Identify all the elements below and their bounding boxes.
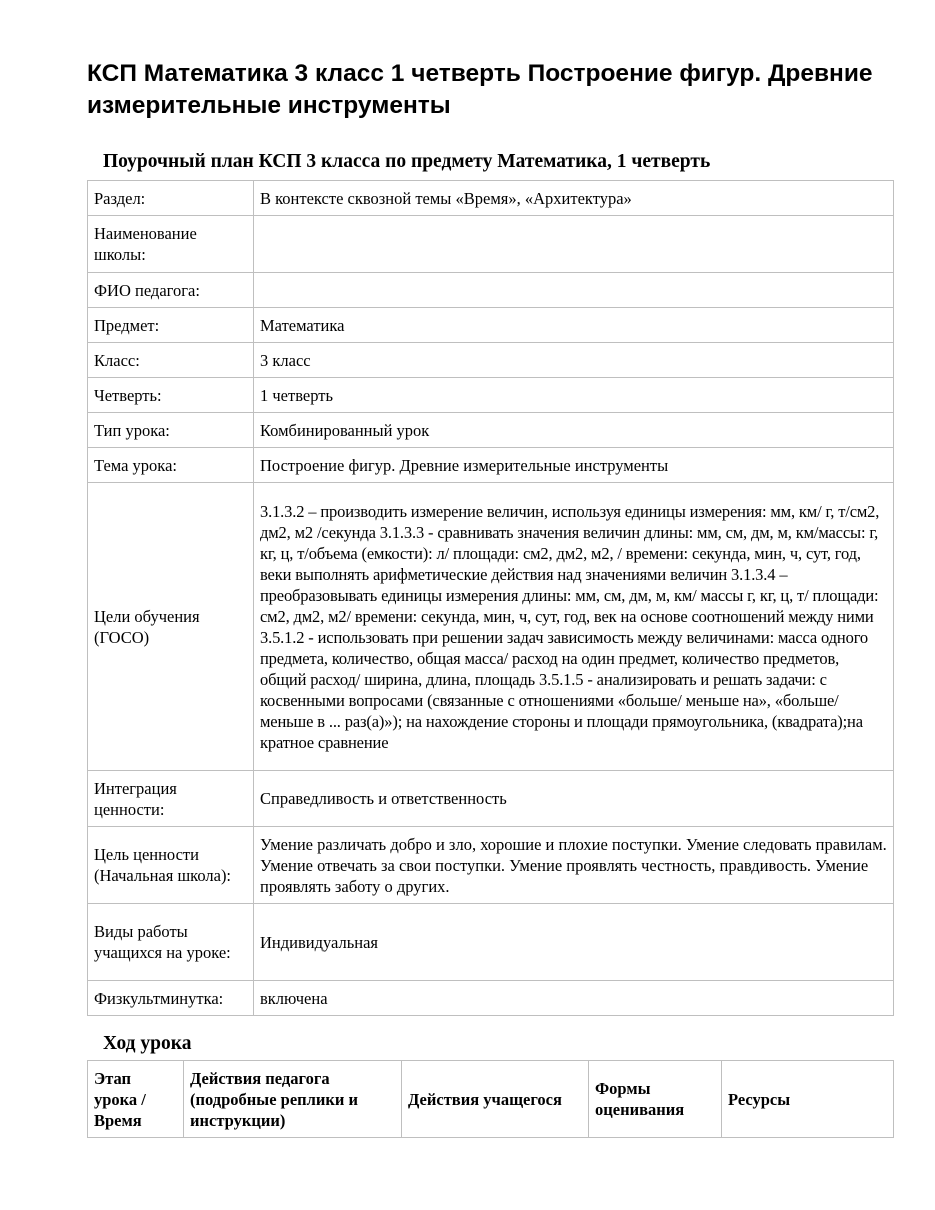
plan-value: 3 класс <box>254 343 894 378</box>
plan-row-learning-goals <box>88 483 894 771</box>
plan-label: Предмет: <box>88 308 254 343</box>
column-header-teacher-actions: Действия педагога (подробные реплики и инструкции) <box>184 1061 402 1138</box>
plan-label: Физкультминутка: <box>88 981 254 1016</box>
plan-table <box>87 180 894 1016</box>
plan-label: Тема урока: <box>88 448 254 483</box>
plan-row-school <box>88 216 894 273</box>
lesson-header-row <box>88 1061 894 1138</box>
plan-label: Раздел: <box>88 181 254 216</box>
plan-heading: Поурочный план КСП 3 класса по предмету Математика, 1 четверть <box>103 151 711 172</box>
plan-label: Интеграция ценности: <box>88 771 254 827</box>
plan-row-lesson-type <box>88 413 894 448</box>
plan-row-grade <box>88 343 894 378</box>
plan-row-lesson-topic <box>88 448 894 483</box>
plan-value <box>254 216 894 273</box>
plan-value: включена <box>254 981 894 1016</box>
plan-label: Цели обучения (ГОСО) <box>88 483 254 771</box>
plan-row-work-types <box>88 904 894 981</box>
plan-label: Цель ценности (Начальная школа): <box>88 827 254 904</box>
document-title: КСП Математика 3 класс 1 четверть Построение фигур. Древние измерительные инструменты <box>87 60 873 119</box>
plan-label: ФИО педагога: <box>88 273 254 308</box>
plan-label: Виды работы учащихся на уроке: <box>88 904 254 981</box>
plan-row-value-integration <box>88 771 894 827</box>
plan-label: Четверть: <box>88 378 254 413</box>
lesson-heading: Ход урока <box>103 1033 192 1054</box>
plan-row-exercise-break <box>88 981 894 1016</box>
column-header-assessment: Формы оценивания <box>589 1061 722 1138</box>
column-header-stage: Этап урока / Время <box>88 1061 184 1138</box>
plan-value: Комбинированный урок <box>254 413 894 448</box>
column-header-resources: Ресурсы <box>722 1061 894 1138</box>
plan-label: Тип урока: <box>88 413 254 448</box>
plan-row-subject <box>88 308 894 343</box>
plan-row-value-goal <box>88 827 894 904</box>
plan-value: Математика <box>254 308 894 343</box>
column-header-student-actions: Действия учащегося <box>402 1061 589 1138</box>
plan-row-teacher <box>88 273 894 308</box>
plan-row-section <box>88 181 894 216</box>
plan-label: Наименование школы: <box>88 216 254 273</box>
plan-value: Умение различать добро и зло, хорошие и плохие поступки. Умение следовать правилам. Умение отвечать за свои поступки. Умение проявлять честность, правдивость. Умение проявлять заботу о других. <box>254 827 894 904</box>
plan-value: В контексте сквозной темы «Время», «Архитектура» <box>254 181 894 216</box>
document-page <box>87 58 893 1138</box>
plan-label: Класс: <box>88 343 254 378</box>
plan-value <box>254 273 894 308</box>
plan-value: Построение фигур. Древние измерительные инструменты <box>254 448 894 483</box>
plan-value: Справедливость и ответственность <box>254 771 894 827</box>
plan-value: 3.1.3.2 – производить измерение величин, используя единицы измерения: мм, км/ г, т/см2, дм2, м2 /секунда 3.1.3.3 - сравнивать значения величин длины: мм, см, дм, м, км/массы: г, кг, ц, т/объема (емкости): л/ площади: см2, дм2, м2, / времени: секунда, мин, ч, сут, год, веки выполнять арифметические действия над значениями величин 3.1.3.4 – преобразовывать единицы измерения длины: мм, см, дм, м, км/ массы г, кг, ц, т/ площади: см2, дм2, м2/ времени: секунда, мин, ч, сут, год, век на основе соотношений между ними 3.5.1.2 - использовать при решении задач зависимость между величинами: масса одного предмета, количество, общая масса/ расход на один предмет, количество предметов, общий расход/ ширина, длина, площадь 3.5.1.5 - анализировать и решать задачи: с косвенными вопросами (связанные с отношениями «больше/ меньше на», «больше/ меньше в ... раз(а)»); на нахождение стороны и площади прямоугольника, (квадрата);на кратное сравнение <box>254 483 894 771</box>
plan-value: Индивидуальная <box>254 904 894 981</box>
plan-row-quarter <box>88 378 894 413</box>
lesson-table <box>87 1060 894 1138</box>
plan-value: 1 четверть <box>254 378 894 413</box>
